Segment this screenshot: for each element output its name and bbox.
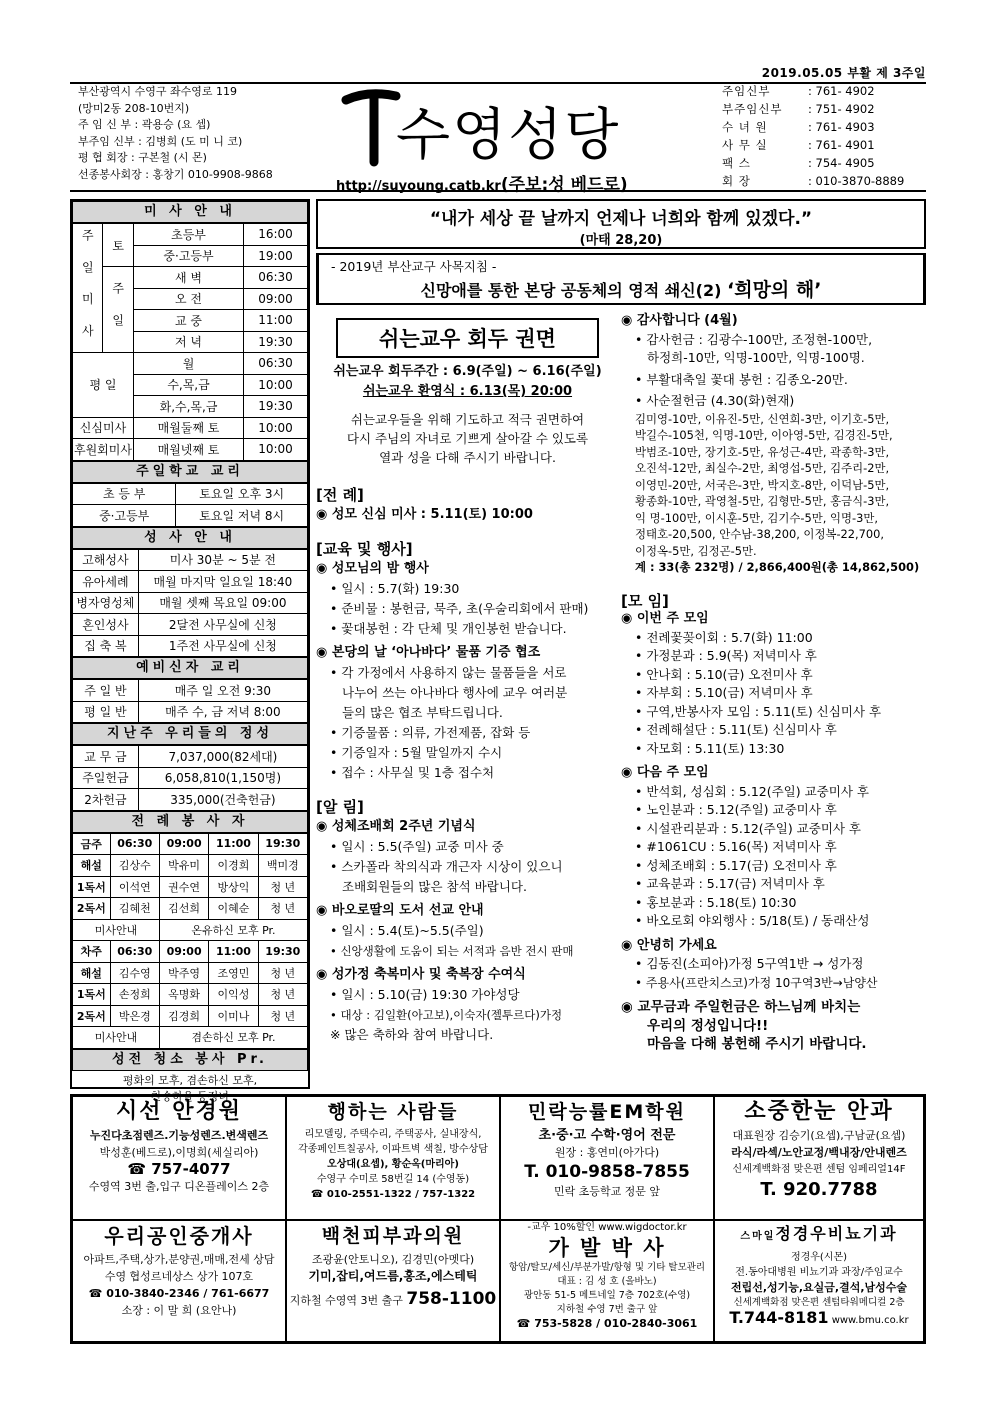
cell: 06:30 xyxy=(110,941,159,963)
lapsed-week: 쉬는교우 회두주간 : 6.9(주일) ~ 6.16(주일) xyxy=(333,364,602,379)
cell: 백미경 xyxy=(258,855,307,877)
next-week-title: ◉ 다음 주 모임 xyxy=(621,765,709,780)
mass-name: 수,목,금 xyxy=(133,374,243,396)
mass-time: 19:30 xyxy=(244,331,308,353)
mass-time: 19:00 xyxy=(244,245,308,267)
ad-line: 수영역 3번 출,입구 디온플레이스 2층 xyxy=(88,1180,270,1193)
cleaning-heading: 성전 청소 봉사 Pr. xyxy=(72,1049,308,1071)
ad-line: 지하철 수영역 3번 출구 xyxy=(289,1294,403,1307)
thanks-line: 하정희-10만, 익명-100만, 익명-100명. xyxy=(647,350,865,365)
contact-value: : 754- 4905 xyxy=(808,156,875,170)
contact-key: 팩 스 xyxy=(722,156,751,170)
mass-schedule-heading: 미 사 안 내 xyxy=(72,201,308,223)
cell: 박은경 xyxy=(110,1005,159,1027)
ad-line: 광안동 51-5 메트네일 7층 702호(수영) xyxy=(523,1290,691,1301)
event-detail: 들의 많은 협조 부탁드립니다. xyxy=(342,705,503,720)
meeting-item: • 안나회 : 5.10(금) 오전미사 후 xyxy=(635,666,813,682)
cell: 김경희 xyxy=(159,1005,208,1027)
cell: 이미나 xyxy=(209,1005,258,1027)
ad-line: 정경우(시몬) xyxy=(790,1252,848,1263)
cell: 교 무 금 xyxy=(73,746,139,768)
event-detail: • 접수 : 사무실 및 1층 접수처 xyxy=(330,765,495,780)
url-text[interactable]: http://suyoung.catb.kr xyxy=(336,179,501,194)
mass-schedule-table xyxy=(72,223,308,461)
liturgy-servers-heading: 전 례 봉 사 자 xyxy=(72,811,308,833)
cell: 11:00 xyxy=(209,941,258,963)
lapsed-intro xyxy=(316,410,619,467)
fund-line: 오진석-12만, 최실수-2만, 최영섭-5만, 김주리-2만, xyxy=(635,461,890,475)
meeting-item: • 자모회 : 5.11(토) 13:30 xyxy=(635,740,785,756)
ad-line: 각종페인트칠공사, 이파트벽 색칠, 방수상담 xyxy=(298,1144,488,1155)
cell: 청 년 xyxy=(258,876,307,898)
mass-time: 10:00 xyxy=(244,439,308,461)
mass-name: 중·고등부 xyxy=(133,245,243,267)
ad-line: T. 920.7788 xyxy=(760,1179,878,1200)
cell: 매주 수, 금 저녁 8:00 xyxy=(138,701,307,723)
mass-name: 월 xyxy=(133,353,243,375)
cell: 매주 일 오전 9:30 xyxy=(138,680,307,702)
offering-heading: 지난주 우리들의 정성 xyxy=(72,723,308,745)
notice-heading: [알 림] xyxy=(316,798,364,816)
contact-value: : 761- 4901 xyxy=(808,138,875,152)
ad-optician xyxy=(72,1096,286,1220)
cell: 해설 xyxy=(73,962,111,984)
ad-line: 민락 초등학교 정문 앞 xyxy=(553,1185,661,1198)
motto-title xyxy=(319,275,923,302)
fund-line: 김미영-10만, 이유진-5만, 신연희-3만, 이기호-5만, xyxy=(635,411,890,426)
ad-title: 가 발 박 사 xyxy=(548,1236,666,1260)
meeting-item: • 자부회 : 5.10(금) 저녁미사 후 xyxy=(635,685,813,700)
ad-title: 민락능률EM학원 xyxy=(527,1101,686,1123)
farewell-item: • 김동진(소피아)가정 5구역1반 → 성가정 xyxy=(635,956,864,971)
weekday-label: 평 일 xyxy=(73,353,134,418)
cell: 혼인성사 xyxy=(73,614,139,636)
ad-line: 누진다초점렌즈.기능성렌즈.변색렌즈 xyxy=(89,1129,269,1142)
contact-list xyxy=(722,82,926,190)
mass-name: 저 녁 xyxy=(133,331,243,353)
fund-line: 박범조-10만, 장기호-5만, 유성근-4만, 곽종학-3만, xyxy=(635,444,890,459)
pastoral-motto-box xyxy=(316,253,926,305)
ad-line: 신세계백화점 맞은편 센텀 임페리얼14F xyxy=(732,1164,906,1175)
mass-time: 19:30 xyxy=(244,396,308,418)
meetings-heading: [모 임] xyxy=(621,591,669,610)
ad-wig-shop xyxy=(500,1220,714,1342)
cell: 손정희 xyxy=(110,984,159,1006)
mass-name: 교 중 xyxy=(133,310,243,332)
cleaning-line: 평화의 모후, 겸손하신 모후, xyxy=(122,1073,258,1087)
cleaning-line: 찬송하올 동정녀 xyxy=(151,1089,229,1103)
event-detail: • 일시 : 5.10(금) 19:30 가야성당 xyxy=(330,987,520,1002)
offering-table xyxy=(72,745,308,811)
intro-line: 다시 주님의 자녀로 기쁘게 살아갈 수 있도록 xyxy=(346,431,589,446)
cell: 옥명화 xyxy=(159,984,208,1006)
cell: 7,037,000(82세대) xyxy=(138,746,307,768)
logo-text: 수영성당 xyxy=(396,103,621,168)
ad-dermatology xyxy=(286,1220,500,1342)
ad-line: 초·중·고 수학·영어 전문 xyxy=(538,1128,676,1143)
ad-url[interactable]: www.bmu.co.kr xyxy=(831,1315,909,1326)
address-line: 부주임 신부 : 김병희 (도 미 니 코) xyxy=(78,134,243,148)
cell: 19:30 xyxy=(258,833,307,855)
cell: 김상수 xyxy=(110,855,159,877)
lent-fund-list xyxy=(621,411,926,576)
cell: 김수영 xyxy=(110,962,159,984)
event-detail: • 각 가정에서 사용하지 않는 물품들을 서로 xyxy=(330,665,567,680)
mass-name: 초등부 xyxy=(133,224,243,246)
contact-row xyxy=(722,136,926,154)
ad-line: -교우 10%할인 www.wigdoctor.kr xyxy=(527,1222,687,1233)
event-detail: • 기증일자 : 5월 말일까지 수시 xyxy=(330,745,503,760)
cell: 청 년 xyxy=(258,898,307,920)
anabada-title: ◉ 본당의 날 ‘아나바다’ 물품 기증 협조 xyxy=(316,645,541,660)
ad-line: 소장 : 이 말 희 (요안나) xyxy=(121,1304,237,1317)
address-line: 주 임 신 부 : 곽용승 (요 셉) xyxy=(78,118,211,132)
mass-time: 10:00 xyxy=(244,417,308,439)
quote-reference: (마태 28,20) xyxy=(579,233,663,248)
motto-main: 신망애를 통한 본당 공동체의 영적 쇄신(2) xyxy=(420,281,722,300)
event-detail: ※ 많은 축하와 참여 바랍니다. xyxy=(330,1027,494,1042)
closing-message: ◉ 교무금과 주일헌금은 하느님께 바치는 xyxy=(621,999,861,1015)
ad-line: 지하철 수영 7번 출구 앞 xyxy=(556,1304,658,1315)
scripture-quote-box xyxy=(316,199,926,249)
sacrament-table xyxy=(72,549,308,658)
cell: 청 년 xyxy=(258,984,307,1006)
patron-text: (주보:성 베드로) xyxy=(500,175,628,195)
cell: 09:00 xyxy=(159,941,208,963)
ad-line: ☎ 010-3840-2346 / 761-6677 xyxy=(88,1287,270,1300)
mass-time: 06:30 xyxy=(244,267,308,289)
adoration-anniversary-title: ◉ 성체조배회 2주년 기념식 xyxy=(316,819,476,834)
meeting-item: • 반석회, 성심회 : 5.12(주일) 교중미사 후 xyxy=(635,783,869,799)
ad-line: 리모델링, 주택수리, 주택공사, 실내장식, xyxy=(304,1129,482,1140)
cell: 고해성사 xyxy=(73,549,139,571)
ad-title: 소중한눈 안과 xyxy=(744,1099,894,1124)
cell: 온유하신 모후 Pr. xyxy=(159,919,307,941)
cell: 1독서 xyxy=(73,876,111,898)
event-detail: 조배회원들의 많은 참석 바랍니다. xyxy=(342,879,527,894)
cell: 06:30 xyxy=(110,833,159,855)
thanks-line: • 부활대축일 꽃대 봉헌 : 김종오-20만. xyxy=(635,371,848,387)
meeting-item: • 노인분과 : 5.12(주일) 교중미사 후 xyxy=(635,802,837,817)
ad-line: ☎ 753-5828 / 010-2840-3061 xyxy=(516,1317,698,1330)
cell: 11:00 xyxy=(209,833,258,855)
contact-row xyxy=(722,100,926,118)
cell: 2독서 xyxy=(73,898,111,920)
fund-line: 이영민-20만, 서국은-3만, 박지호-8만, 이덕남-5만, xyxy=(635,477,890,492)
catechumen-heading: 예비신자 교리 xyxy=(72,657,308,679)
meeting-item: • 구역,반봉사자 모임 : 5.11(토) 신심미사 후 xyxy=(635,703,882,719)
sunday-label: 주 일 xyxy=(103,267,133,353)
cell: 2달전 사무실에 신청 xyxy=(138,614,307,636)
marian-night-title: ◉ 성모님의 밤 행사 xyxy=(316,561,429,576)
sunday-school-heading: 주일학교 교리 xyxy=(72,461,308,483)
contact-key: 회 장 xyxy=(722,174,751,188)
sunday-mass-label: 주 일 미 사 xyxy=(73,224,103,353)
cell: 박유미 xyxy=(159,855,208,877)
left-info-column xyxy=(70,199,310,1103)
mass-time: 06:30 xyxy=(244,353,308,375)
contact-row xyxy=(722,154,926,172)
mass-day: 매월둘째 토 xyxy=(133,417,243,439)
ad-line: 조광윤(안토니오), 김경민(아멧다) xyxy=(311,1253,475,1266)
lent-fund-title: • 사순절헌금 (4.30(화)현재) xyxy=(635,393,795,408)
fund-line: 이정옥-5만, 김정곤-5만. xyxy=(635,543,757,558)
sacrament-heading: 성 사 안 내 xyxy=(72,527,308,549)
cell: 토요일 저녁 8시 xyxy=(176,505,308,527)
fund-line: 박길수-105천, 익명-10만, 이아영-5만, 김경진-5만, xyxy=(635,428,893,442)
fund-total: 계 : 33(총 232명) / 2,866,400원(총 14,862,500) xyxy=(635,560,920,574)
farewell-item: • 주용사(프란치스코)가정 10구역3반→남양산 xyxy=(635,975,878,990)
ad-line: 대표 : 김 성 호 (올바노) xyxy=(557,1276,657,1287)
cell: 2차헌금 xyxy=(73,789,139,811)
fund-line: 황종화-10만, 곽영철-5만, 김형만-5만, 홍금식-3만, xyxy=(635,494,890,508)
mass-time: 11:00 xyxy=(244,310,308,332)
ad-urology xyxy=(714,1220,924,1342)
cell: 매월 셋째 목요일 09:00 xyxy=(138,592,307,614)
advertisement-section xyxy=(70,1094,926,1344)
ad-academy xyxy=(500,1096,714,1220)
event-detail: • 꽃대봉헌 : 각 단체 및 개인봉헌 받습니다. xyxy=(330,621,567,636)
farewell-title: ◉ 안녕히 가세요 xyxy=(621,937,717,953)
education-heading: [교육 및 행사] xyxy=(316,540,413,558)
ad-line: 박성훈(베드로),이명희(세실리아) xyxy=(99,1146,259,1159)
cell: 집 축 복 xyxy=(73,635,139,657)
ad-line: 전립선,성기능,요실금,결석,남성수술 xyxy=(730,1281,908,1294)
cell: 이석연 xyxy=(110,876,159,898)
mass-name: 화,수,목,금 xyxy=(133,396,243,418)
ad-realtor xyxy=(72,1220,286,1342)
cell: 미사 30분 ~ 5분 전 xyxy=(138,549,307,571)
ad-eye-clinic xyxy=(714,1096,924,1220)
cell: 이경희 xyxy=(209,855,258,877)
event-detail: • 신앙생활에 도움이 되는 서적과 음반 전시 판매 xyxy=(330,944,574,958)
cell: 1주전 사무실에 신청 xyxy=(138,635,307,657)
church-logo xyxy=(338,86,698,170)
event-detail: • 스카폴라 착의식과 개근자 시상이 있으니 xyxy=(330,859,563,874)
cell: 김혜천 xyxy=(110,898,159,920)
cell: 2독서 xyxy=(73,1005,111,1027)
ad-line: 라식/라섹/노안교정/백내장/안내렌즈 xyxy=(731,1146,907,1159)
closing-message: 마음을 다해 봉헌해 주시기 바랍니다. xyxy=(647,1036,867,1052)
ad-phone: 758-1100 xyxy=(406,1289,497,1309)
cell: 권수연 xyxy=(159,876,208,898)
mass-time: 09:00 xyxy=(244,288,308,310)
cell: 주일헌금 xyxy=(73,767,139,789)
meeting-item: • 바오로회 야외행사 : 5/18(토) / 동래산성 xyxy=(635,913,870,928)
cell: 토요일 오후 3시 xyxy=(176,483,308,505)
parish-url[interactable] xyxy=(336,170,628,195)
contact-key: 수 녀 원 xyxy=(722,120,768,134)
event-detail: • 일시 : 5.7(화) 19:30 xyxy=(330,581,460,596)
ad-line: 항암/탈모/세신/부분가발/항형 및 기타 탈모관리 xyxy=(508,1262,706,1273)
cell: 김선희 xyxy=(159,898,208,920)
book-mission-title: ◉ 바오로딸의 도서 선교 안내 xyxy=(316,903,484,918)
ad-title: 정경우비뇨기과 xyxy=(775,1224,898,1243)
intro-line: 쉬는교우들을 위해 기도하고 적극 권면하여 xyxy=(350,412,585,427)
fund-line: 정태호-20,500, 안수남-38,200, 이정복-22,700, xyxy=(635,527,885,541)
meeting-item: • 전례해설단 : 5.11(토) 신심미사 후 xyxy=(635,722,837,737)
saturday-label: 토 xyxy=(103,224,133,267)
ad-line: 신세계백화점 맞은편 센텀타워메디컬 2층 xyxy=(733,1297,905,1308)
meeting-item: • #1061CU : 5.16(목) 저녁미사 후 xyxy=(635,839,837,854)
cell: 금주 xyxy=(73,833,111,855)
event-detail: • 대상 : 김일환(아고보),이숙자(젤투르다)가정 xyxy=(330,1008,563,1022)
cell: 박주영 xyxy=(159,962,208,984)
address-line: (망미2동 208-10번지) xyxy=(78,101,190,115)
meeting-item: • 가정분과 : 5.9(목) 저녁미사 후 xyxy=(635,648,817,663)
liturgy-heading: [전 례] xyxy=(316,486,364,504)
ad-line: 수영구 수미로 58번길 14 (수영동) xyxy=(316,1174,470,1185)
cell: 평 일 반 xyxy=(73,701,139,723)
cell: 이혜순 xyxy=(209,898,258,920)
thanks-line: • 감사헌금 : 김광수-100만, 조정현-100만, xyxy=(635,331,873,347)
mass-time: 16:00 xyxy=(244,224,308,246)
intro-line: 열과 성을 다해 주시기 바랍니다. xyxy=(379,450,556,465)
contact-value: : 761- 4903 xyxy=(808,120,875,134)
church-address xyxy=(78,84,323,184)
lapsed-catholic-title: 쉬는교우 회두 권면 xyxy=(336,318,599,358)
mass-name: 신심미사 xyxy=(73,417,134,439)
mass-day: 매월넷째 토 xyxy=(133,439,243,461)
this-week-title: ◉ 이번 주 모임 xyxy=(621,611,709,626)
ad-line: 대표원장 김승기(요셉),구남균(요셉) xyxy=(732,1129,906,1142)
contact-row xyxy=(722,118,926,136)
cell: 겸손하신 모후 Pr. xyxy=(159,1027,307,1049)
servers-this-week-table xyxy=(72,833,308,1049)
cell: 방상익 xyxy=(209,876,258,898)
ad-title: 시선 안경원 xyxy=(116,1099,242,1124)
cell: 해설 xyxy=(73,855,111,877)
ad-line: 전.동아대병원 비뇨기과 과장/주임교수 xyxy=(735,1267,903,1278)
cell: 미사안내 xyxy=(73,919,160,941)
contact-key: 사 무 실 xyxy=(722,138,768,152)
fund-line: 익 명-100만, 이시훈-5만, 김기수-5만, 익명-3만, xyxy=(635,510,878,525)
issue-date: 2019.05.05 부활 제 3주일 xyxy=(761,66,926,80)
contact-row xyxy=(722,172,926,190)
meeting-item: • 시설관리분과 : 5.12(주일) 교중미사 후 xyxy=(635,820,862,836)
contact-value: : 751- 4902 xyxy=(808,102,875,116)
cell: 이익성 xyxy=(209,984,258,1006)
ad-phone: T.744-8181 xyxy=(729,1308,829,1327)
cell: 초 등 부 xyxy=(73,483,176,505)
cell: 1독서 xyxy=(73,984,111,1006)
holy-family-title: ◉ 성가정 축복미사 및 축복장 수여식 xyxy=(316,967,526,982)
meeting-item: • 홍보분과 : 5.18(토) 10:30 xyxy=(635,894,797,910)
cell: 335,000(건축헌금) xyxy=(138,789,307,811)
cell: 유아세례 xyxy=(73,571,139,593)
cell: 중·고등부 xyxy=(73,505,176,527)
event-detail: • 일시 : 5.5(주일) 교중 미사 중 xyxy=(330,839,504,854)
event-detail: • 기증물품 : 의류, 가전제품, 잡화 등 xyxy=(330,725,531,740)
ad-line: ☎ 010-2551-1322 / 757-1322 xyxy=(310,1189,476,1200)
mass-name: 새 벽 xyxy=(133,267,243,289)
cell: 19:30 xyxy=(258,941,307,963)
welcome-ceremony: 쉬는교우 환영식 : 6.13(목) 20:00 xyxy=(362,384,573,399)
ad-line: 원장 : 홍연미(아가다) xyxy=(554,1146,660,1159)
contact-key: 주임신부 xyxy=(722,84,771,98)
cell: 조영민 xyxy=(209,962,258,984)
sunday-school-table xyxy=(72,483,308,527)
cell: 주 일 반 xyxy=(73,680,139,702)
ad-line: 수영 협성르네상스 상가 107호 xyxy=(104,1270,254,1283)
ad-line: 스마일 xyxy=(740,1231,776,1242)
contact-value: : 761- 4902 xyxy=(808,84,875,98)
ad-line: T. 010-9858-7855 xyxy=(524,1162,690,1182)
cell: 병자영성체 xyxy=(73,592,139,614)
ad-line: 기미,잡티,여드름,홍조,에스테틱 xyxy=(308,1269,478,1283)
quote-text: “내가 세상 끝 날까지 언제나 너희와 함께 있겠다.” xyxy=(429,209,813,229)
news-column-middle xyxy=(316,312,619,1045)
meeting-item: • 성체조배회 : 5.17(금) 오전미사 후 xyxy=(635,857,837,873)
contact-key: 부주임신부 xyxy=(722,102,783,116)
event-detail: • 준비물 : 봉헌금, 묵주, 초(우술리회에서 판매) xyxy=(330,601,589,616)
ad-line: ☎ 757-4077 xyxy=(127,1160,231,1178)
meeting-item: • 전례꽃꽂이회 : 5.7(화) 11:00 xyxy=(635,629,813,645)
cell: 차주 xyxy=(73,941,111,963)
thanks-title: ◉ 감사합니다 (4월) xyxy=(621,313,738,328)
catechumen-table xyxy=(72,679,308,723)
news-column-right xyxy=(621,312,926,1054)
address-line: 평 협 회장 : 구본철 (시 몬) xyxy=(78,151,207,165)
address-line: 선종봉사회장 : 홍창기 010-9908-9868 xyxy=(78,167,273,181)
contact-row xyxy=(722,82,926,100)
cell: 청 년 xyxy=(258,1005,307,1027)
closing-message: 우리의 정성입니다!! xyxy=(647,1017,769,1034)
meeting-item: • 교육분과 : 5.17(금) 저녁미사 후 xyxy=(635,876,825,891)
cell: 청 년 xyxy=(258,962,307,984)
ad-line: 오상대(요셉), 황순옥(마리아) xyxy=(327,1159,459,1170)
cell: 매월 마지막 일요일 18:40 xyxy=(138,571,307,593)
ad-title: 백천피부과의원 xyxy=(321,1225,465,1247)
ad-title: 행하는 사람들 xyxy=(327,1101,459,1123)
marian-mass-item: ◉ 성모 신심 미사 : 5.11(토) 10:00 xyxy=(316,507,533,522)
ad-line: 아파트,주택,상가,분양권,매매,전세 상담 xyxy=(83,1253,275,1266)
ad-interior xyxy=(286,1096,500,1220)
event-detail: 나누어 쓰는 아나바다 행사에 교우 여러분 xyxy=(342,685,568,700)
mass-name: 후원회미사 xyxy=(73,439,134,461)
event-detail: • 일시 : 5.4(토)~5.5(주일) xyxy=(330,923,484,938)
mass-name: 오 전 xyxy=(133,288,243,310)
contact-value: : 010-3870-8889 xyxy=(808,174,905,188)
motto-highlight: ‘희망의 해’ xyxy=(727,279,822,301)
cell: 미사안내 xyxy=(73,1027,160,1049)
mass-time: 10:00 xyxy=(244,374,308,396)
motto-subtitle: - 2019년 부산교구 사목지침 - xyxy=(331,259,497,274)
cell: 09:00 xyxy=(159,833,208,855)
ad-title: 우리공인중개사 xyxy=(104,1224,254,1248)
address-line: 부산광역시 수영구 좌수영로 119 xyxy=(78,85,237,98)
cell: 6,058,810(1,150명) xyxy=(138,767,307,789)
